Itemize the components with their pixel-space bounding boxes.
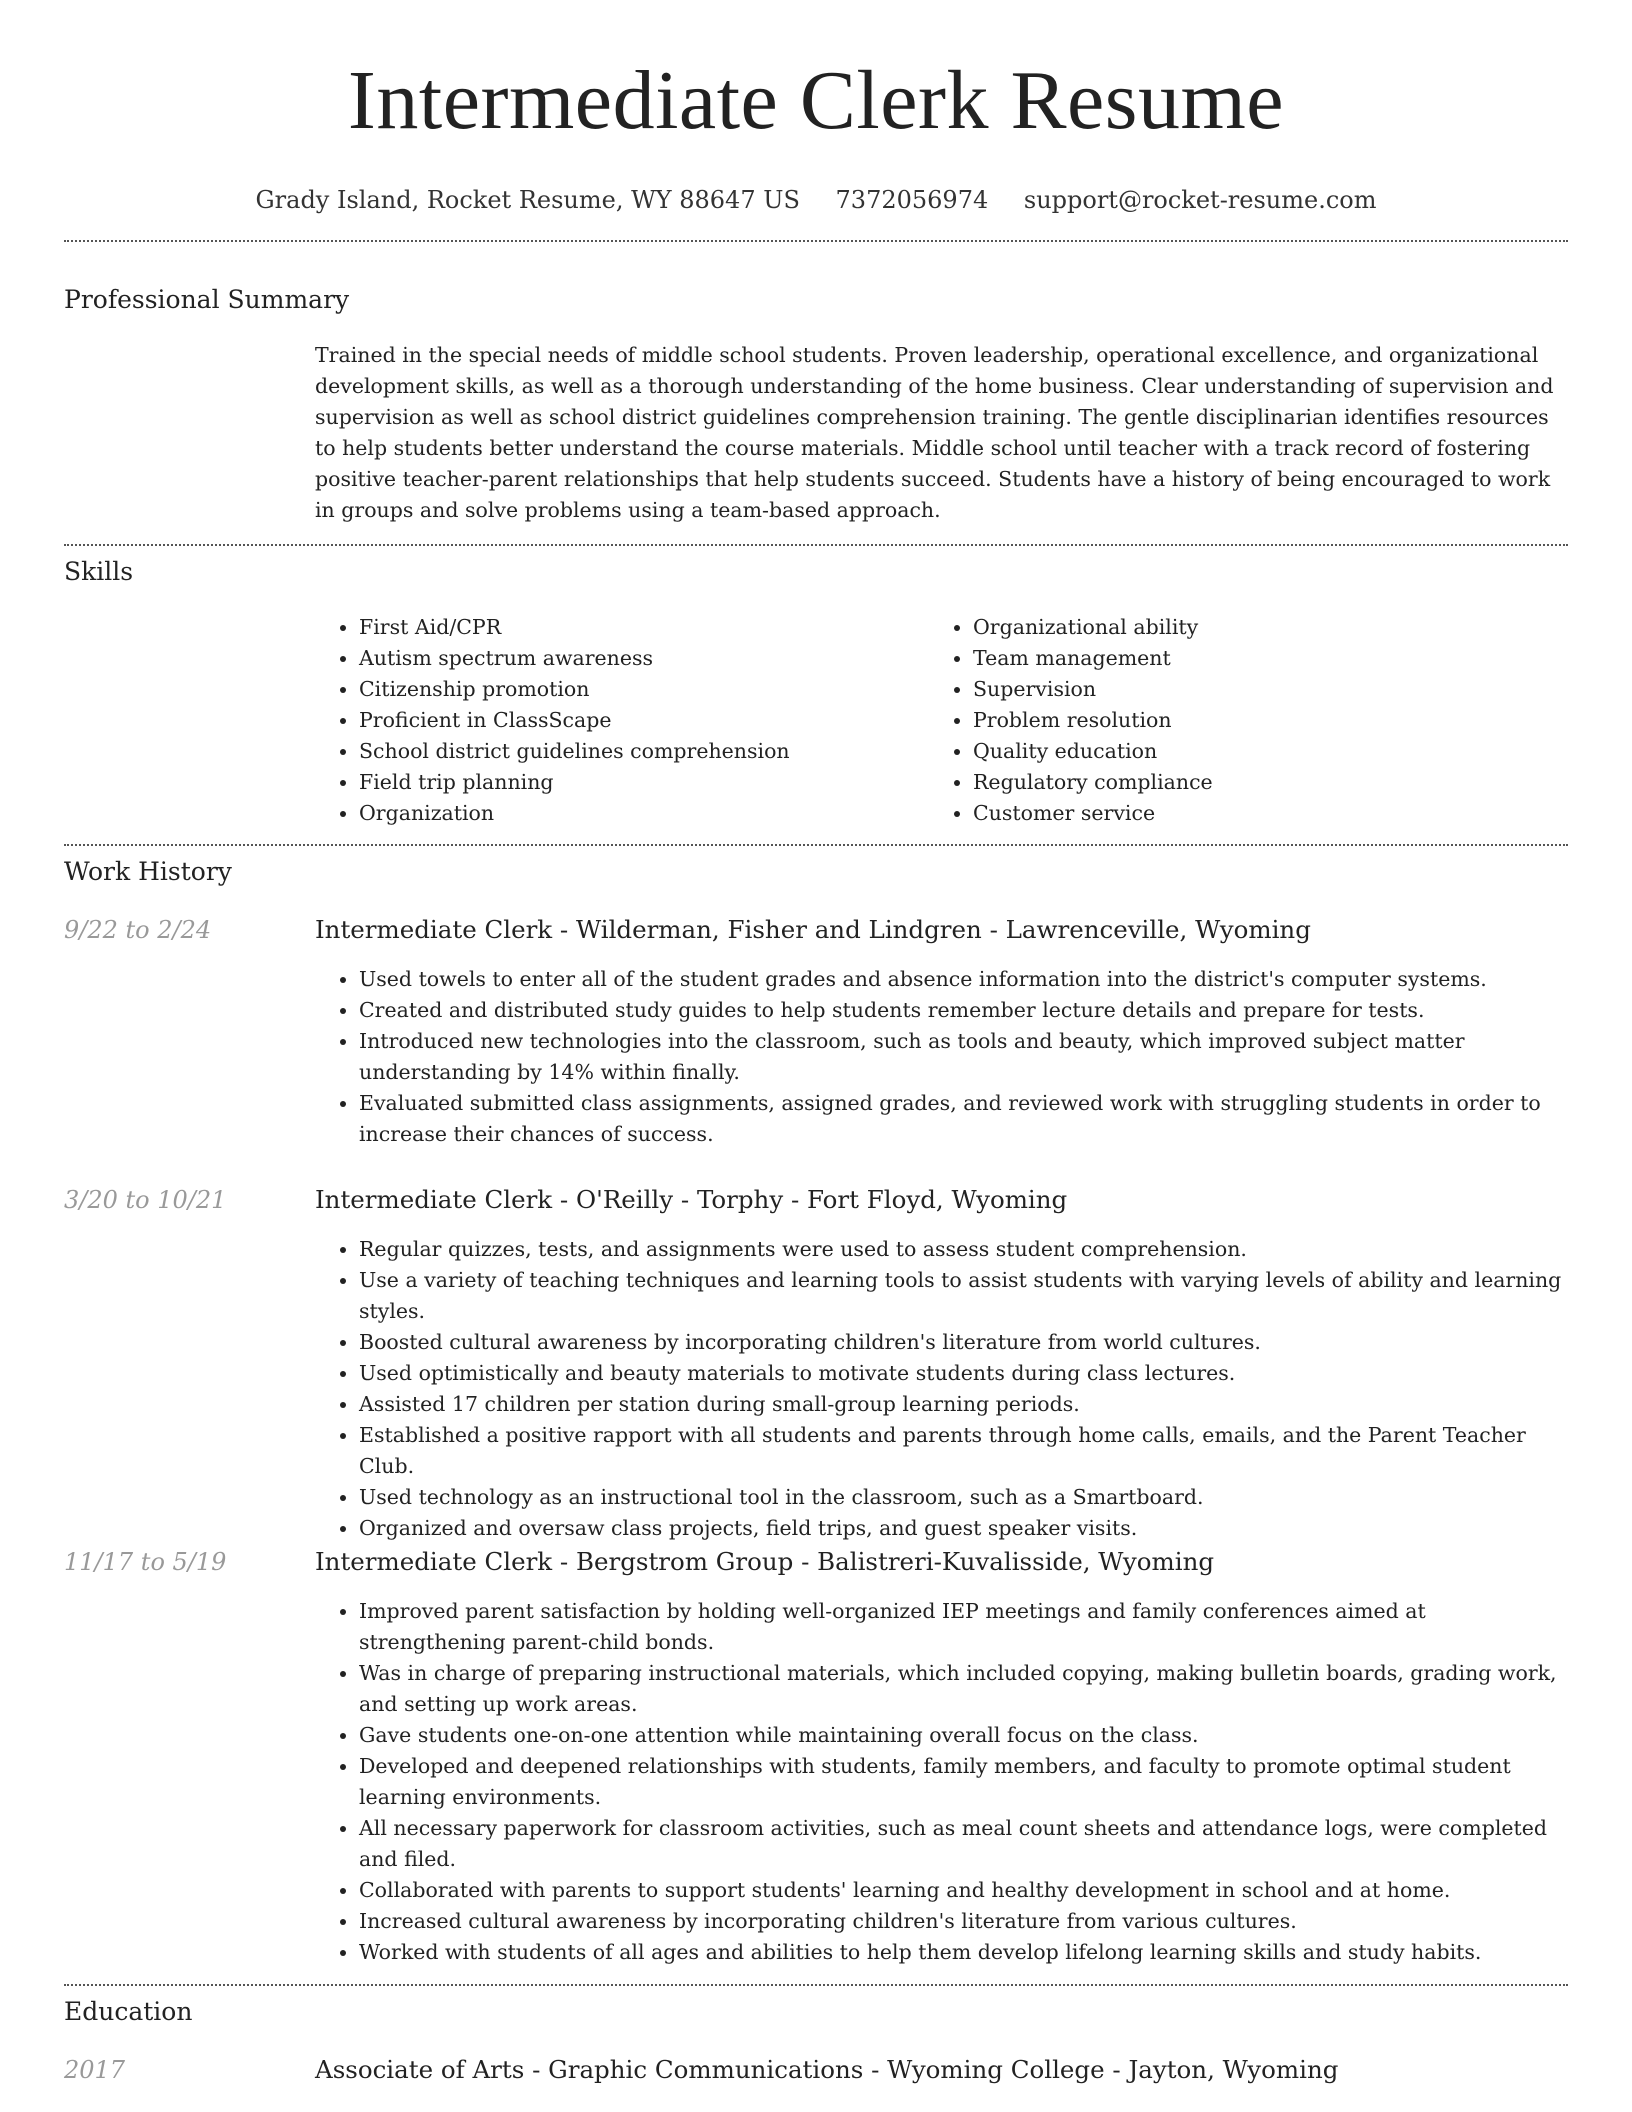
resume-title: Intermediate Clerk Resume [347, 54, 1285, 147]
section-divider [64, 844, 1568, 846]
skill-item: • Autism spectrum awareness [359, 643, 790, 674]
job-bullet: • Used towels to enter all of the student grades and absence information into the district's computer systems. [359, 964, 1570, 995]
job-bullets [315, 964, 1570, 1150]
job-bullet: • Boosted cultural awareness by incorporating children's literature from world cultures. [359, 1327, 1570, 1358]
job-dates: 11/17 to 5/19 [64, 1548, 227, 1576]
job-bullets [315, 1596, 1570, 1968]
job-bullet: • Used optimistically and beauty materials to motivate students during class lectures. [359, 1358, 1570, 1389]
contact-line [0, 184, 1632, 216]
job-bullet: • Increased cultural awareness by incorporating children's literature from various cultures. [359, 1906, 1570, 1937]
job-bullet: • Regular quizzes, tests, and assignments were used to assess student comprehension. [359, 1234, 1570, 1265]
contact-address: Grady Island, Rocket Resume, WY 88647 US [255, 186, 800, 214]
summary-heading: Professional Summary [64, 285, 350, 314]
education-year: 2017 [64, 2056, 126, 2084]
job-title: Intermediate Clerk - Wilderman, Fisher and Lindgren - Lawrenceville, Wyoming [315, 915, 1311, 944]
job-bullet: • Developed and deepened relationships with students, family members, and faculty to promote optimal student learning environments. [359, 1751, 1570, 1813]
job-title: Intermediate Clerk - O'Reilly - Torphy - Fort Floyd, Wyoming [315, 1185, 1068, 1214]
resume-header [0, 0, 1632, 216]
skill-item: • Organizational ability [973, 612, 1213, 643]
job-title: Intermediate Clerk - Bergstrom Group - Balistreri-Kuvalisside, Wyoming [315, 1547, 1215, 1576]
contact-email: support@rocket-resume.com [1023, 186, 1377, 214]
job-bullet: • Assisted 17 children per station during small-group learning periods. [359, 1389, 1570, 1420]
job-bullet: • Used technology as an instructional tool in the classroom, such as a Smartboard. [359, 1482, 1570, 1513]
skill-item: • Team management [973, 643, 1213, 674]
job-bullet: • Introduced new technologies into the classroom, such as tools and beauty, which improved subject matter understanding by 14% within finally. [359, 1026, 1570, 1088]
skills-list-left [315, 612, 790, 829]
job-dates: 9/22 to 2/24 [64, 916, 212, 944]
skill-item: • Field trip planning [359, 767, 790, 798]
job-dates: 3/20 to 10/21 [64, 1186, 227, 1214]
job-bullet: • Was in charge of preparing instructional materials, which included copying, making bulletin boards, grading work, and setting up work areas. [359, 1658, 1570, 1720]
section-divider [64, 544, 1568, 546]
skill-item: • First Aid/CPR [359, 612, 790, 643]
job-bullet: • Organized and oversaw class projects, field trips, and guest speaker visits. [359, 1513, 1570, 1544]
skills-list-right [929, 612, 1213, 829]
section-divider [64, 1984, 1568, 1986]
contact-phone: 7372056974 [835, 186, 989, 214]
skill-item: • Supervision [973, 674, 1213, 705]
summary-text: Trained in the special needs of middle school students. Proven leadership, operational excellence, and organizational development skills, as well as a thorough understanding of the home business. Clear understanding of supervision and supervision as well as school district guidelines comprehension training. The gentle disciplinarian identifies resources to help students better understand the course materials. Middle school until teacher with a track record of fostering positive teacher-parent relationships that help students succeed. Students have a history of being encouraged to work in groups and solve problems using a team-based approach. [315, 343, 1554, 522]
skill-item: • Customer service [973, 798, 1213, 829]
job-bullet: • Created and distributed study guides to help students remember lecture details and prepare for tests. [359, 995, 1570, 1026]
skill-item: • School district guidelines comprehension [359, 736, 790, 767]
skill-item: • Problem resolution [973, 705, 1213, 736]
job-bullet: • Improved parent satisfaction by holding well-organized IEP meetings and family conferences aimed at strengthening parent-child bonds. [359, 1596, 1570, 1658]
job-bullet: • Worked with students of all ages and abilities to help them develop lifelong learning skills and study habits. [359, 1937, 1570, 1968]
work-history-heading: Work History [64, 857, 232, 886]
skill-item: • Quality education [973, 736, 1213, 767]
education-title: Associate of Arts - Graphic Communications - Wyoming College - Jayton, Wyoming [315, 2055, 1339, 2084]
skill-item: • Organization [359, 798, 790, 829]
job-bullet: • Use a variety of teaching techniques and learning tools to assist students with varying levels of ability and learning styles. [359, 1265, 1570, 1327]
education-heading: Education [64, 1997, 193, 2026]
skills-heading: Skills [64, 557, 134, 586]
job-bullet: • Evaluated submitted class assignments, assigned grades, and reviewed work with struggling students in order to increase their chances of success. [359, 1088, 1570, 1150]
job-bullets [315, 1234, 1570, 1544]
skill-item: • Citizenship promotion [359, 674, 790, 705]
section-divider [64, 240, 1568, 242]
skill-item: • Regulatory compliance [973, 767, 1213, 798]
job-bullet: • Gave students one-on-one attention while maintaining overall focus on the class. [359, 1720, 1570, 1751]
skill-item: • Proficient in ClassScape [359, 705, 790, 736]
job-bullet: • Established a positive rapport with all students and parents through home calls, emails, and the Parent Teacher Club. [359, 1420, 1570, 1482]
job-bullet: • Collaborated with parents to support students' learning and healthy development in school and at home. [359, 1875, 1570, 1906]
job-bullet: • All necessary paperwork for classroom activities, such as meal count sheets and attendance logs, were completed and filed. [359, 1813, 1570, 1875]
